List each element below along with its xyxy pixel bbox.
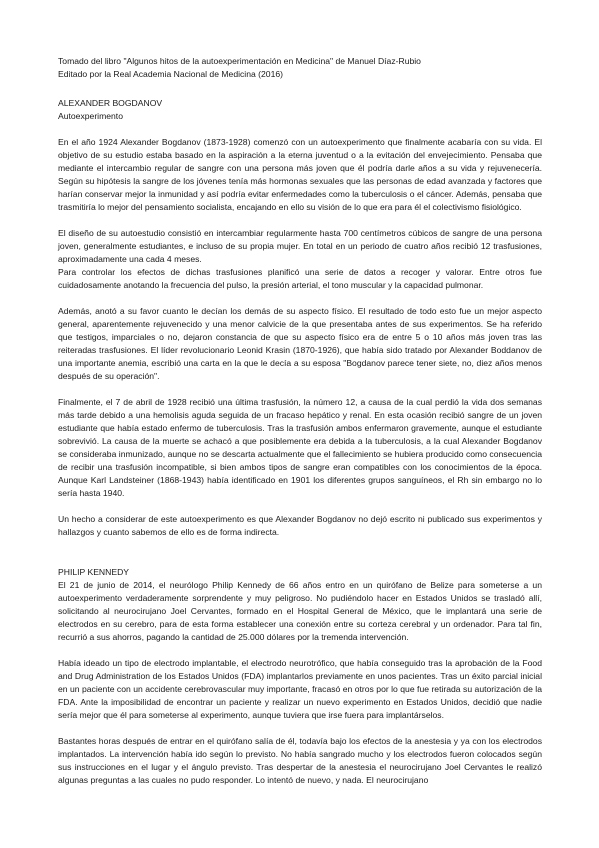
document-page (58, 55, 542, 800)
paragraph: El 21 de junio de 2014, el neurólogo Philip Kennedy de 66 años entro en un quirófano de Belize para someterse a un autoexperimento verdaderamente sorprendente y muy peligroso. No pudiéndolo hacer en Estados Unidos se trasladó allí, solicitando al neurocirujano Joel Cervantes, formado en el Hospital General de México, que le implantará una serie de electrodos en su cerebro, para de esta forma establecer una conexión entre su corteza cerebral y un ordenador. Para tal fin, recurrió a sus ahorros, pagando la cantidad de 25.000 dólares por la tremenda intervención. (58, 580, 542, 642)
paragraph-part: El diseño de su autoestudio consistió en intercambiar regularmente hasta 700 centímetros cúbicos de sangre de una persona joven, generalmente estudiantes, e incluso de su propia mujer. En total en un periodo de cuatro años recibió 12 trasfusiones, aproximadamente una cada 4 meses. (58, 228, 542, 264)
section-heading-kennedy: PHILIP KENNEDY (58, 567, 130, 577)
paragraph (58, 227, 542, 292)
source-note (58, 55, 542, 81)
paragraph: En el año 1924 Alexander Bogdanov (1873-1928) comenzó con un autoexperimento que finalmente acabaría con su vida. El objetivo de su estudio estaba basado en la aspiración a la eterna juventud o a la evitación del envejecimiento. Pensaba que mediante el intercambio regular de sangre con una persona más joven que él podría darle años a su vida y rejuvenecería. Según su hipótesis la sangre de los jóvenes tenía más hormonas sexuales que las personas de edad avanzada y factores que harían conservar mejor la inmunidad y así podría evitar enfermedades como la tuberculosis o el cáncer. Además, pensaba que trasmitiría lo mejor del pensamiento socialista, encajando en ello su visión de lo que era para él el colectivismo fisiológico. (58, 137, 542, 212)
source-line-publisher: Editado por la Real Academia Nacional de Medicina (2016) (58, 69, 284, 79)
section-heading-bogdanov: ALEXANDER BOGDANOV (58, 98, 163, 108)
section-kennedy (58, 566, 542, 787)
paragraph: Además, anotó a su favor cuanto le decían los demás de su aspecto físico. El resultado de todo esto fue un mejor aspecto general, aparentemente rejuvenecido y una menor calvicie de la que presentaba antes de sus experimentos. Se ha referido que testigos, imparciales o no, dejaron constancia de que su aspecto físico era de entre 5 o 10 años más joven tras las reiteradas trasfusiones. El líder revolucionario Leonid Krasin (1870-1926), que había sido tratado por Alexander Boddanov de una importante anemia, escribió una carta en la que le decía a su esposa "Bogdanov parece tener siete, no, diez años menos después de su operación". (58, 306, 542, 381)
paragraph-part: Para controlar los efectos de dichas trasfusiones planificó una serie de datos a recoger y valorar. Entre otros fue cuidadosamente anotando la frecuencia del pulso, la presión arterial, el tono muscular y la capacidad pulmonar. (58, 267, 542, 290)
section-subtitle: Autoexperimento (58, 111, 123, 121)
paragraph: Finalmente, el 7 de abril de 1928 recibió una última trasfusión, la número 12, a causa de la cual perdió la vida dos semanas más tarde debido a una hemolisis aguda seguida de un fracaso hepático y renal. En esta ocasión recibió sangre de un joven estudiante que había estado enfermo de tuberculosis. Tras la trasfusión ambos enfermaron gravemente, aunque el estudiante sobrevivió. La causa de la muerte se achacó a que posiblemente era debida a la tuberculosis, a la cual Alexander Bogdanov se consideraba inmunizado, aunque no se descarta actualmente que el fallecimiento se hubiera producido como consecuencia de recibir una trasfusión incompatible, si bien ambos tipos de sangre eran compatibles con los conocimientos de la época. Aunque Karl Landsteiner (1868-1943) había identificado en 1901 los diferentes grupos sanguíneos, el Rh sin embargo no lo sería hasta 1940. (58, 397, 542, 498)
paragraph: Bastantes horas después de entrar en el quirófano salía de él, todavía bajo los efectos de la anestesia y ya con los electrodos implantados. La intervención había ido según lo previsto. No había sangrado mucho y los electrodos fueron colocados según sus instrucciones en el lugar y el ángulo previsto. Tras despertar de la anestesia el neurocirujano Joel Cervantes le realizó algunas preguntas a las cuales no pudo responder. Lo intentó de nuevo, y nada. El neurocirujano (58, 736, 542, 785)
source-line-book: Tomado del libro "Algunos hitos de la autoexperimentación en Medicina" de Manuel Díaz-Rubio (58, 56, 421, 66)
paragraph: Un hecho a considerar de este autoexperimento es que Alexander Bogdanov no dejó escrito ni publicado sus experimentos y hallazgos y cuanto sabemos de ello es de forma indirecta. (58, 514, 542, 537)
section-bogdanov (58, 97, 542, 539)
paragraph: Había ideado un tipo de electrodo implantable, el electrodo neurotrófico, que había conseguido tras la aprobación de la Food and Drug Administration de los Estados Unidos (FDA) implantarlos previamente en unos pacientes. Tras un éxito parcial inicial en un paciente con un accidente cerebrovascular muy importante, fracasó en otros por lo que fue retirada su autorización de la FDA. Ante la imposibilidad de encontrar un paciente y realizar un nuevo experimento en Estados Unidos, decidió que nadie sería mejor que él para someterse al experimento, aunque tuviera que irse fuera para implantárselos. (58, 658, 542, 720)
